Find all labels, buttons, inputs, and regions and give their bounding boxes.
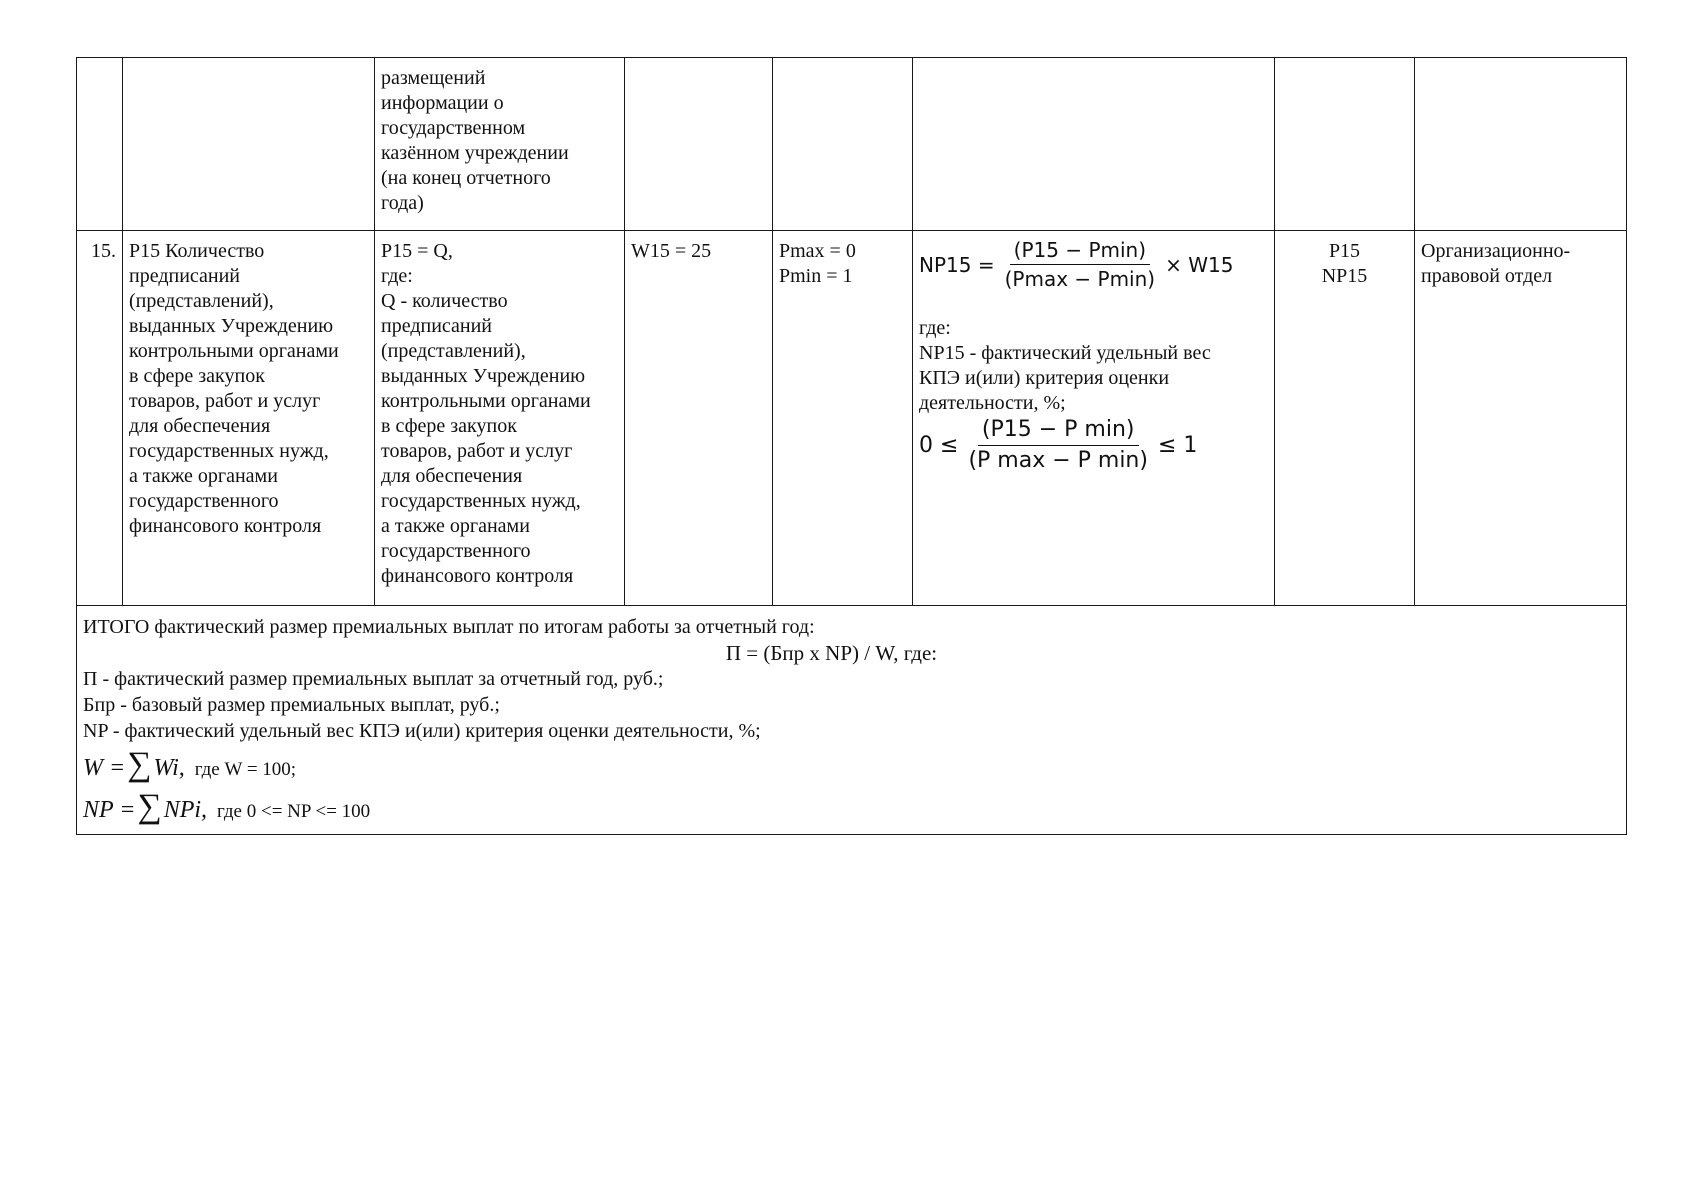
cell-number: 15. — [77, 231, 123, 606]
text-line: для обеспечения — [129, 415, 271, 437]
text-line: контрольными органами — [129, 340, 339, 362]
cell-calc-method — [375, 231, 625, 606]
text-line: информации о — [381, 92, 504, 114]
text-line: финансового контроля — [381, 565, 574, 587]
cell-weight: W15 = 25 — [625, 231, 773, 606]
text-line: государственного — [381, 540, 531, 562]
text-line: казённом учреждении — [381, 142, 569, 164]
text-line: где: — [381, 265, 413, 287]
summary-title: ИТОГО фактический размер премиальных выплат по итогам работы за отчетный год: — [83, 616, 815, 638]
sum-np-formula — [83, 788, 1620, 825]
formula-fraction — [1001, 239, 1160, 290]
text-line: (представлений), — [129, 290, 274, 312]
formula-rhs: × W15 — [1165, 252, 1234, 277]
text-line: Pmin = 1 — [779, 265, 853, 287]
table-row — [77, 58, 1627, 231]
sum-w-formula — [83, 746, 1620, 783]
sum-w-lhs: W = — [83, 755, 126, 781]
cell-symbols — [1275, 231, 1415, 606]
text-line: государственном — [381, 117, 526, 139]
text-line: выданных Учреждению — [381, 365, 586, 387]
text-line: (представлений), — [381, 340, 526, 362]
text-line: государственного — [129, 490, 279, 512]
summary-def: Бпр - базовый размер премиальных выплат, руб.; — [83, 694, 500, 716]
text-line: деятельности, %; — [919, 392, 1066, 414]
sum-np-tail: где 0 <= NP <= 100 — [217, 801, 371, 822]
text-line: Р15 = Q, — [381, 240, 453, 262]
np15-formula — [919, 239, 1268, 290]
bound-numerator: (P15 − P min) — [978, 418, 1139, 446]
cell-name — [123, 231, 375, 606]
cell-weight — [625, 58, 773, 231]
bound-formula — [919, 418, 1268, 473]
summary-def: П - фактический размер премиальных выплат за отчетный год, руб.; — [83, 668, 664, 690]
text-line: товаров, работ и услуг — [381, 440, 573, 462]
text-line: государственных нужд, — [129, 440, 329, 462]
cell-department — [1415, 58, 1627, 231]
sigma-icon: ∑ — [127, 746, 152, 783]
text-line: для обеспечения — [381, 465, 523, 487]
text-line: где: — [919, 317, 951, 339]
formula-denominator: (Pmax − Pmin) — [1004, 267, 1156, 291]
kpi-table — [76, 57, 1627, 835]
text-line: контрольными органами — [381, 390, 591, 412]
text-line: Организационно- — [1421, 240, 1571, 262]
text-line: правовой отдел — [1421, 265, 1553, 287]
sum-w-tail: где W = 100; — [194, 759, 297, 780]
cell-calc-method — [375, 58, 625, 231]
text-line: NP15 — [1321, 265, 1368, 287]
cell-name — [123, 58, 375, 231]
text-line: Q - количество — [381, 290, 508, 312]
sum-np-term: NPi, — [163, 797, 208, 823]
formula-numerator: (P15 − Pmin) — [1010, 239, 1150, 265]
text-line: Pmax = 0 — [779, 240, 856, 262]
cell-formula — [913, 231, 1275, 606]
cell-formula — [913, 58, 1275, 231]
sum-w-term: Wi, — [153, 755, 185, 781]
summary-cell — [77, 606, 1627, 835]
text-line: КПЭ и(или) критерия оценки — [919, 367, 1170, 389]
text-line: выданных Учреждению — [129, 315, 334, 337]
text-line: в сфере закупок — [381, 415, 517, 437]
sum-np-lhs: NP = — [83, 797, 136, 823]
table-row — [77, 231, 1627, 606]
text-line: NP15 - фактический удельный вес — [919, 342, 1211, 364]
text-line: предписаний — [129, 265, 241, 287]
text-line: финансового контроля — [129, 515, 322, 537]
summary-formula: П = (Бпр x NP) / W, где: — [725, 641, 938, 665]
summary-row — [77, 606, 1627, 835]
cell-limits — [773, 231, 913, 606]
bound-denominator: (P max − P min) — [968, 448, 1148, 474]
text-line: размещений — [381, 67, 486, 89]
text-line: (на конец отчетного — [381, 167, 551, 189]
summary-def: NP - фактический удельный вес КПЭ и(или) критерия оценки деятельности, %; — [83, 720, 761, 742]
bound-left: 0 ≤ — [919, 432, 959, 458]
text-line: а также органами — [129, 465, 278, 487]
text-line: государственных нужд, — [381, 490, 581, 512]
cell-symbols — [1275, 58, 1415, 231]
text-line: в сфере закупок — [129, 365, 265, 387]
text-line: товаров, работ и услуг — [129, 390, 321, 412]
text-line: предписаний — [381, 315, 493, 337]
text-line: Р15 Количество — [129, 240, 265, 262]
text-line: P15 — [1328, 240, 1361, 262]
bound-fraction — [964, 418, 1152, 473]
sigma-icon: ∑ — [137, 788, 162, 825]
cell-number — [77, 58, 123, 231]
text-line: а также органами — [381, 515, 530, 537]
bound-right: ≤ 1 — [1157, 432, 1198, 458]
formula-lhs: NP15 = — [919, 252, 995, 277]
text-line: года) — [381, 192, 424, 214]
cell-limits — [773, 58, 913, 231]
cell-department — [1415, 231, 1627, 606]
